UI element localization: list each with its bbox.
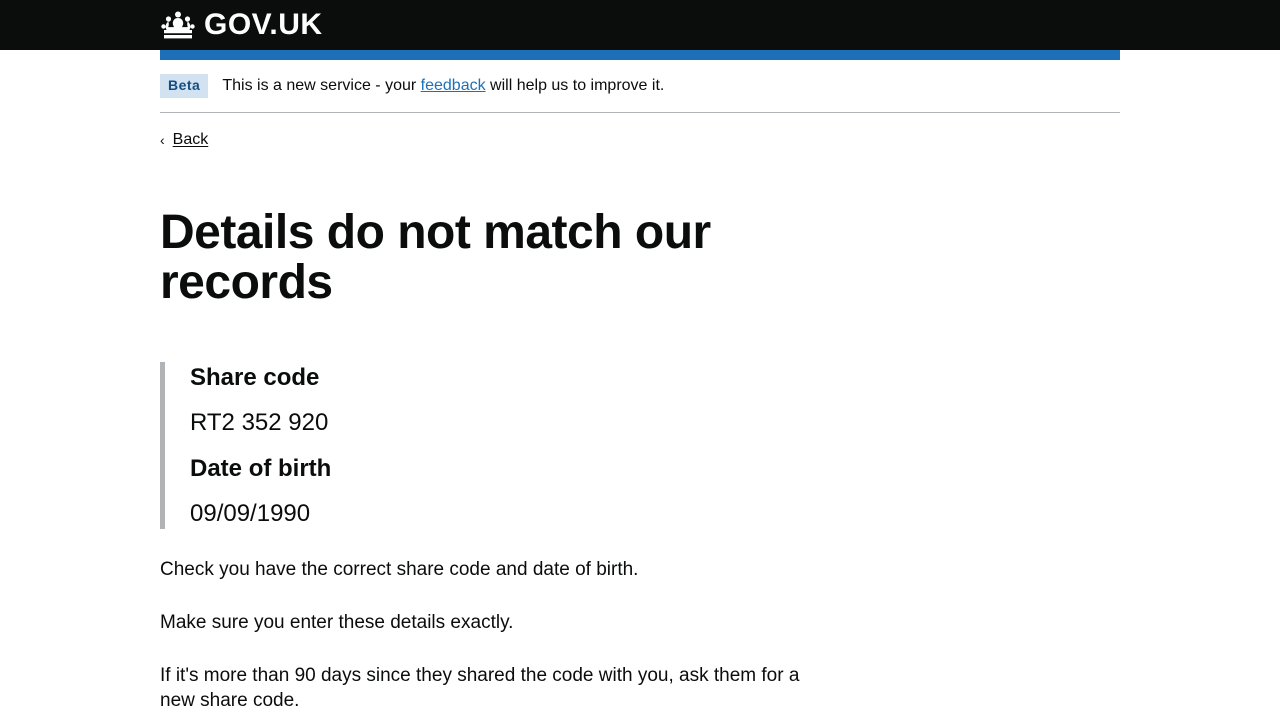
- phase-text-after: will help us to improve it.: [490, 76, 665, 94]
- page-inner: [160, 60, 1120, 713]
- date-of-birth-label: Date of birth: [190, 454, 332, 482]
- share-code-label: Share code: [190, 364, 320, 392]
- guidance-paragraph-1: Check you have the correct share code and date of birth.: [160, 559, 639, 581]
- share-code-value: RT2 352 920: [190, 409, 329, 437]
- date-of-birth-value: 09/09/1990: [190, 499, 311, 527]
- page-wrapper: [0, 60, 1280, 713]
- govuk-home-link[interactable]: [160, 9, 323, 41]
- guidance-paragraph-3: If it's more than 90 days since they shared the code with you, ask them for a new share code.: [160, 665, 800, 712]
- feedback-link[interactable]: feedback: [420, 76, 486, 94]
- back-link[interactable]: [160, 131, 208, 149]
- crown-icon: [160, 9, 196, 41]
- phase-text-before: This is a new service - your: [222, 76, 417, 94]
- govuk-logo-text: GOV.UK: [204, 8, 323, 41]
- guidance-paragraph-2: Make sure you enter these details exactly.: [160, 612, 514, 634]
- blue-rule: [160, 50, 1120, 60]
- phase-banner-text: [222, 76, 664, 96]
- back-link-label: Back: [172, 130, 209, 148]
- phase-banner: [160, 60, 1120, 113]
- govuk-header: [0, 0, 1280, 50]
- page-title: Details do not match our records: [160, 205, 711, 309]
- chevron-left-icon: ‹: [160, 131, 165, 148]
- details-inset: [160, 362, 850, 529]
- blue-rule-wrapper: [0, 50, 1280, 60]
- phase-tag-beta: Beta: [160, 74, 208, 98]
